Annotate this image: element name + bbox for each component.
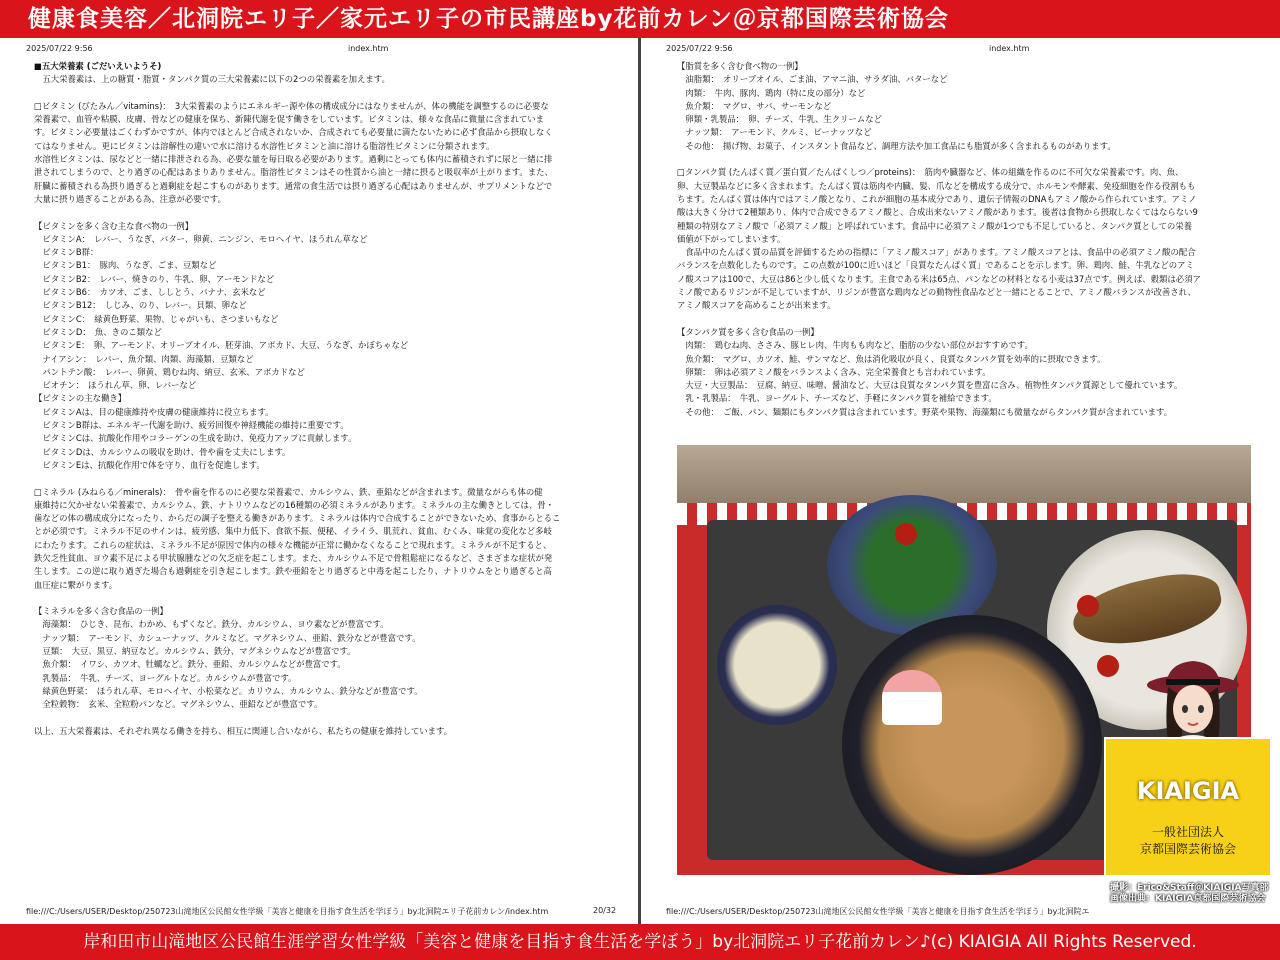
print-page-number: 20/32 [593, 906, 617, 915]
text-line: す。ビタミン必要量はごくわずかですが、体内でほとんど合成されないか、合成されても必要量に満たないために必ず食品から摂取しなく [34, 127, 553, 138]
text-line: ビオチン： ほうれん草、卵、レバーなど [34, 380, 197, 391]
text-line: 肉類： 牛肉、豚肉、鶏肉（特に皮の部分）など [677, 87, 866, 98]
text-line: 大豆・大豆製品： 豆腐、納豆、味噌、醤油など、大豆は良質なタンパク質を豊富に含み、植物性タンパク質源として優れています。 [677, 380, 1183, 391]
photo-tomato [1077, 595, 1099, 617]
text-line: 生します。この逆に取り過ぎた場合も過剰症を引き起こします。鉄や亜鉛をとり過ぎると中毒を起こしたり、ナトリウムをとり過ぎると高 [34, 566, 552, 577]
text-line: 肉類： 鶏むね肉、ささみ、豚ヒレ肉、牛肉もも肉など、脂肪の少ない部位がおすすめです。 [677, 340, 1033, 351]
badge-logo-text: KIAIGIA [1136, 777, 1240, 805]
photo-credit [1110, 883, 1269, 905]
text-line: 魚介類： イワシ、カツオ、牡蠣など。鉄分、亜鉛、カルシウムなどが豊富です。 [34, 659, 346, 670]
text-line: 栄養素で、血管や粘膜、皮膚、骨などの健康を保ち、新陳代謝を促す働きをしています。ビタミンは、様々な食品に微量に含まれていま [34, 114, 545, 125]
text-line [34, 87, 624, 100]
text-line: ミノ酸であるリジンが不足していますが、リジンが豊富な鶏肉などの動物性食品などと一緒にとることで、アミノ酸バランスが改善され、 [677, 287, 1196, 298]
text-line: ビタミンB群は、エネルギー代謝を助け、疲労回復や神経機能の維持に重要です。 [34, 420, 349, 431]
text-line: 海藻類： ひじき、昆布、わかめ、もずくなど。鉄分、カルシウム、ヨウ素などが豊富です。 [34, 619, 389, 630]
page-divider [638, 38, 641, 924]
top-banner-title: 健康食美容／北洞院エリ子／家元エリ子の市民講座by花前カレン＠京都国際芸術協会 [0, 0, 1280, 38]
text-line: ナイアシン： レバー、魚介類、肉類、海藻類、豆類など [34, 353, 254, 364]
text-line: ビタミンDは、カルシウムの吸収を助け、骨や歯を丈夫にします。 [34, 446, 291, 457]
photo-edamame-bowl [827, 495, 997, 635]
text-line: ビタミンB群： [34, 247, 99, 258]
photo-background-wall [677, 445, 1251, 505]
text-line: ビタミンAは、目の健康維持や皮膚の健康維持に役立ちます。 [34, 406, 274, 417]
text-line: 水溶性ビタミンは、尿などと一緒に排泄される為、必要な量を毎日取る必要があります。過剰にとっても体内に蓄積されずに尿と一緒に排 [34, 154, 553, 165]
left-document-page [0, 38, 637, 924]
text-line: 以上、五大栄養素は、それぞれ異なる働きを持ち、相互に関連し合いながら、私たちの健康を維持しています。 [34, 725, 453, 736]
text-line: ビタミンB12： しじみ、のり、レバー、貝類、卵など [34, 300, 247, 311]
photo-credit-line2: 画像出典：KIAIGIA京都国際芸術協会 [1110, 894, 1266, 904]
text-line: ビタミンC： 緑黄色野菜、果物、じゃがいも、さつまいもなど [34, 313, 279, 324]
kiaigia-badge [1104, 737, 1272, 877]
photo-kamaboko [882, 670, 942, 725]
print-footer-path: file:///C:/Users/USER/Desktop/250723山滝地区公民館女性学級「美容と健康を目指す食生活を学ぼう」by北洞院エリ子花前カレン/index.htm [26, 907, 549, 916]
text-line: ■五大栄養素 (ごだいえいようそ) [34, 61, 162, 71]
text-line: 全粒穀物： 玄米、全粒粉パンなど。マグネシウム、亜鉛などが豊富です。 [34, 699, 323, 710]
text-line: ノ酸スコアは100で、大豆は86と少し低くなります。主食である米は65点、パンなどの材料となる小麦は37点です。例えば、穀類は必須ア [677, 273, 1201, 284]
text-line: 五大栄養素は、上の糖質・脂質・タンパク質の三大栄養素に以下の2つの栄養素を加えます。 [34, 74, 390, 85]
left-page-content [34, 60, 624, 738]
text-line: てはなりません。更にビタミンは溶解性の違いで水に溶ける水溶性ビタミンと油に溶ける脂溶性ビタミンに分類されます。 [34, 140, 495, 151]
text-line [677, 153, 1267, 166]
text-line: ナッツ類： アーモンド、クルミ、ピーナッツなど [677, 127, 872, 138]
right-page-content [677, 60, 1267, 419]
text-line: パントテン酸： レバー、卵黄、鶏むね肉、納豆、玄米、アボカドなど [34, 366, 305, 377]
text-line: 康維持に欠かせない栄養素で、カルシウム、鉄、ナトリウムなどの16種類の必須ミネラルがあります。ミネラルの主な働きとしては、骨・ [34, 499, 555, 510]
text-line: 血圧症に繋がります。 [34, 579, 118, 590]
text-line: 酸は大きく分けて2種類あり、体内で合成できるアミノ酸と、合成出来ないアミノ酸があります。後者は食物から摂取しなくてはならない9 [677, 207, 1198, 218]
print-filename: index.htm [348, 44, 389, 53]
text-line: バランスを点数化したものです。この点数が100に近いほど「良質なたんぱく質」であることを示します。卵、鶏肉、鮭、牛乳などのアミ [677, 260, 1194, 271]
photo-rice-bowl [717, 605, 837, 725]
text-line [34, 712, 624, 725]
text-line: その他： 揚げ物、お菓子、インスタント食品など、調理方法や加工食品にも脂質が多く含まれるものがあります。 [677, 140, 1116, 151]
text-line: 種類の特別なアミノ酸で「必須アミノ酸」と呼ばれています。食品中に必須アミノ酸が1つでも不足していると、タンパク質としての栄養 [677, 220, 1192, 231]
print-footer-path: file:///C:/Users/USER/Desktop/250723山滝地区公民館女性学級「美容と健康を目指す食生活を学ぼう」by北洞院エ [666, 907, 1090, 916]
text-line: 乳製品： 牛乳、チーズ、ヨーグルトなど。カルシウムが豊富です。 [34, 672, 297, 683]
text-line: ビタミンE： 卵、アーモンド、オリーブオイル、胚芽油、アボカド、大豆、うなぎ、かぼちゃなど [34, 340, 409, 351]
text-line: 卵、大豆製品などに多く含まれます。たんぱく質は筋肉や内臓、髪、爪などを構成する成分で、ホルモンや酵素、免疫細胞を作る役割もも [677, 180, 1196, 191]
text-line: ビタミンCは、抗酸化作用やコラーゲンの生成を助け、免疫力アップに貢献します。 [34, 433, 357, 444]
text-line: 卵類・乳製品： 卵、チーズ、牛乳、生クリームなど [677, 114, 883, 125]
text-line: ちます。たんぱく質は体内ではアミノ酸となり、これが細胞の基本成分であり、遺伝子情報のDNAもアミノ酸から作られています。アミノ [677, 193, 1197, 204]
text-line [34, 592, 624, 605]
text-line: ビタミンB6： カツオ、ごま、ししとう、バナナ、玄米など [34, 287, 266, 298]
text-line: とが必須です。ミネラル不足のサインは、疲労感、集中力低下、食欲不振、便秘、イライラ、肌荒れ、貧血、むくみ、味覚の変化など多岐 [34, 526, 552, 537]
text-line: 肝臓に蓄積される為摂り過ぎると過剰症を起こすものがあります。通常の食生活では摂り過ぎる心配はありませんが、サプリメントなどで [34, 180, 553, 191]
text-line: 魚介類： マグロ、カツオ、鮭、サンマなど、魚は消化吸収が良く、良質なタンパク質を効率的に摂取できます。 [677, 353, 1106, 364]
text-line: にわたります。これらの症状は、ミネラル不足が原因で体内の様々な機能が正常に働かなくなることで現れます。ミネラルが不足すると、 [34, 539, 552, 550]
text-line: 【脂質を多く含む食べ物の一例】 [677, 61, 803, 71]
photo-credit-line1: 撮影：Erico&Staff＠KIAIGIA写真部 [1110, 883, 1269, 893]
text-line: 大量に摂り過ぎることがある為、注意が必要です。 [34, 193, 226, 204]
bottom-banner-caption: 岸和田市山滝地区公民館生涯学習女性学級「美容と健康を目指す食生活を学ぼう」by北洞院エリ子花前カレン♪(c) KIAIGIA All Rights Reserved. [0, 924, 1280, 960]
text-line: ビタミンEは、抗酸化作用で体を守り、血行を促進します。 [34, 459, 265, 470]
text-line: 【タンパク質を多く含む食品の一例】 [677, 326, 819, 337]
text-line: 【ビタミンの主な働き】 [34, 393, 127, 404]
text-line: ビタミンB2： レバー、焼きのり、牛乳、卵、アーモンドなど [34, 273, 275, 284]
text-line: 鉄欠乏性貧血、ヨウ素不足による甲状腺腫などの欠乏症を起こします。また、カルシウム不足で骨粗鬆症になるなど、さまざまな症状が発 [34, 552, 553, 563]
text-line: 緑黄色野菜： ほうれん草、モロヘイヤ、小松菜など。カリウム、カルシウム、鉄分などが豊富です。 [34, 685, 423, 696]
text-line: 泄されてしまうので、とり過ぎの心配はあまりありません。脂溶性ビタミンはその性質から油と一緒に摂ると吸収率が上がります。また、 [34, 167, 553, 178]
text-line: 歯などの体の構成成分になったり、からだの調子を整える働きがあります。ミネラルは体内で合成することができないため、食事からとるこ [34, 513, 561, 524]
text-line: 食品中のたんぱく質の品質を評価するための指標に「アミノ酸スコア」があります。アミノ酸スコアとは、食品中の必須アミノ酸の配合 [677, 247, 1196, 258]
text-line: 【ミネラルを多く含む食品の一例】 [34, 606, 168, 617]
text-line: ビタミンA： レバー、うなぎ、バター、卵黄、ニンジン、モロヘイヤ、ほうれん草など [34, 233, 368, 244]
text-line [34, 472, 624, 485]
badge-org-line2: 京都国際芸術協会 [1139, 842, 1236, 856]
text-line: □ビタミン (びたみん／vitamins)： 3大栄養素のようにエネルギー源や体の構成成分にはなりませんが、体の機能を調整するのに必要な [34, 100, 549, 111]
text-line: 魚介類： マグロ、サバ、サーモンなど [677, 100, 832, 111]
text-line: □タンパク質 (たんぱく質／蛋白質／たんぱくしつ／proteins)： 筋肉や臓器など、体の組織を作るのに不可欠な栄養素です。肉、魚、 [677, 167, 1184, 178]
photo-tomato [1097, 655, 1119, 677]
text-line: ナッツ類： アーモンド、カシューナッツ、クルミなど。マグネシウム、亜鉛、鉄分などが豊富です。 [34, 632, 421, 643]
text-line: アミノ酸スコアを高めることが出来ます。 [677, 300, 836, 311]
text-line: 価値が下がってしまいます。 [677, 233, 786, 244]
text-line: □ミネラル (みねらる／minerals)： 骨や歯を作るのに必要な栄養素で、カルシウム、鉄、亜鉛などが含まれます。微量ながらも体の健 [34, 486, 543, 497]
photo-udon-bowl [842, 615, 1102, 875]
badge-org-line1: 一般社団法人 [1151, 825, 1224, 839]
text-line: その他： ご飯、パン、麺類にもタンパク質は含まれています。野菜や果物、海藻類にも微量ながらタンパク質が含まれています。 [677, 406, 1173, 417]
photo-tomato [895, 523, 917, 545]
print-date: 2025/07/22 9:56 [666, 44, 733, 53]
print-filename: index.htm [989, 44, 1030, 53]
text-line: 【ビタミンを多く含む主な食べ物の一例】 [34, 220, 194, 231]
print-date: 2025/07/22 9:56 [26, 44, 93, 53]
text-line: 油脂類： オリーブオイル、ごま油、アマニ油、サラダ油、バターなど [677, 74, 948, 85]
text-line [677, 313, 1267, 326]
text-line [34, 206, 624, 219]
text-line: ビタミンB1： 豚肉、うなぎ、ごま、豆類など [34, 260, 217, 271]
text-line: 乳・乳製品： 牛乳、ヨーグルト、チーズなど、手軽にタンパク質を補給できます。 [677, 393, 997, 404]
text-line: ビタミンD： 魚、きのこ類など [34, 326, 162, 337]
text-line: 豆類： 大豆、黒豆、納豆など。カルシウム、鉄分、マグネシウムなどが豊富です。 [34, 646, 356, 657]
text-line: 卵類： 卵は必須アミノ酸をバランスよく含み、完全栄養食とも言われています。 [677, 366, 991, 377]
